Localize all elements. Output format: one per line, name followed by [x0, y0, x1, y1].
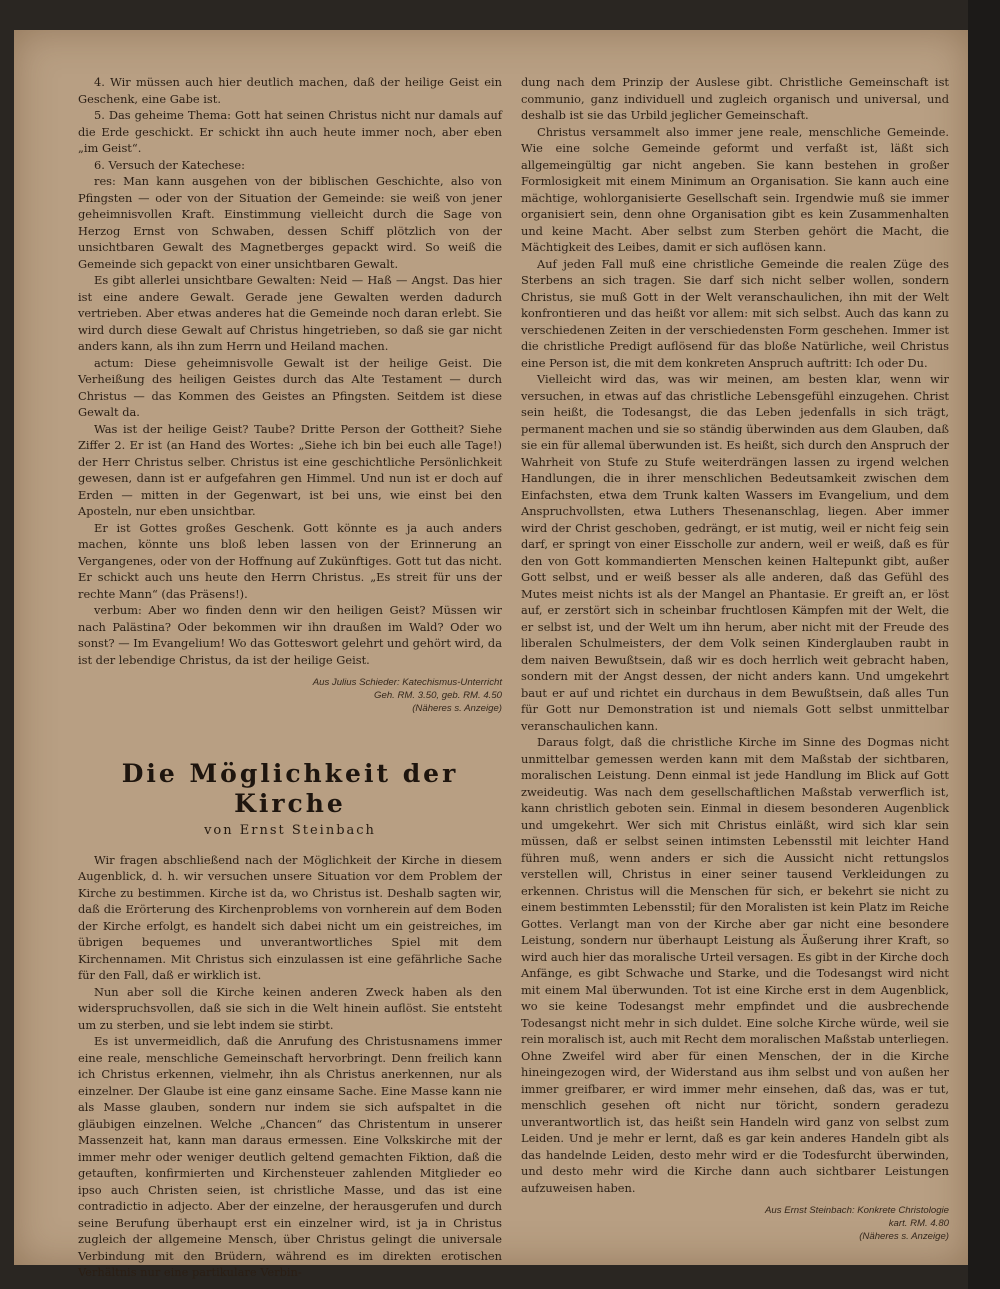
paragraph: Was ist der heilige Geist? Taube? Dritte Person der Gottheit? Siehe Ziffer 2. Er ist (an Hand des Wortes: „Siehe ich bin bei euch alle Tage!) der Herr Christus selber. Christus ist eine geschichtliche Persönlichkeit gewesen, dann ist er aufgefahren gen Himmel. Und nun ist er doch auf Erden — mitten in der Gegenwart, ist bei uns, wie einst bei den Aposteln, nur eben unsichtbar.: [78, 421, 502, 518]
paragraph: Vielleicht wird das, was wir meinen, am besten klar, wenn wir versuchen, in etwas auf das christliche Lebensgefühl einzugehen. Christ sein heißt, die Todesangst, die das Leben jedenfalls in sich trägt, permanent machen und sie so ständig überwinden aus dem Glauben, daß sie ein für allemal überwunden ist. Es heißt, sich durch den Anspruch der Wahrheit von Stufe zu Stufe weiterdrängen lassen zu irgend welchen Handlungen, die in ihrer menschlichen Bedeutsamkeit zwischen dem Einfachsten, etwa dem Trunk kalten Wassers im Evangelium, und dem Anspruchvollsten, etwa Luthers Thesenanschlag, liegen. Aber immer wird der Christ geschoben, gedrängt, er ist mutig, weil er nicht feig sein darf, er springt von einer Eisscholle zur andern, weil er weiß, daß es für den von Gott kommandierten Menschen keinen Haltepunkt gibt, außer Gott selbst, und er weiß besser als alle anderen, daß das Gefühl des Mutes meist nichts ist als der Mangel an Phantasie. Er greift an, er löst auf, er zerstört sich in scheinbar fruchtlosen Kämpfen mit der Welt, die er selbst ist, und der Welt um ihn herum, aber nicht mit der Freude des liberalen Schulmeisters, der dem Volk seinen Kinderglauben raubt in dem naiven Bewußtsein, daß wir es doch herrlich weit gebracht haben, sondern mit der Angst dessen, der nicht anders kann. Und umgekehrt baut er auf und richtet ein durchaus in dem Bewußtsein, daß alles Tun für Gott nur Demonstration ist und niemals Gott selbst unmittelbar veranschaulichen kann.: [521, 372, 949, 733]
source-citation: [78, 676, 502, 715]
paragraph: Nun aber soll die Kirche keinen anderen Zweck haben als den widerspruchsvollen, daß sie sich in die Welt hinein auflöst. Sie entsteht um zu sterben, und sie lebt indem sie stirbt.: [78, 984, 502, 1032]
paragraph: Auf jeden Fall muß eine christliche Gemeinde die realen Züge des Sterbens an sich tragen. Sie darf sich nicht selber wollen, sondern Christus, sie muß Gott in der Welt veranschaulichen, ihn mit der Welt konfrontieren und das heißt vor allem: mit sich selbst. Auch das kann zu verschiedenen Zeiten in der verschiedensten Form geschehen. Immer ist die christliche Predigt auflösend für das bloße Natürliche, weil Christus eine Person ist, die mit dem konkreten Anspruch auftritt: Ich oder Du.: [521, 256, 949, 370]
paragraph: Christus versammelt also immer jene reale, menschliche Gemeinde. Wie eine solche Gemeinde geformt und verfaßt ist, läßt sich allgemeingültig gar nicht angeben. Sie kann bestehen in großer Formlosigkeit mit einem Minimum an Organisation. Sie kann auch eine mächtige, wohlorganisierte Gesellschaft sein. Irgendwie muß sie immer organisiert sein, denn ohne Organisation gibt es kein Zusammenhalten und keine Macht. Aber selbst zum Sterben gehört die Macht, die Mächtigkeit des Leibes, damit er sich auflösen kann.: [521, 124, 949, 254]
article-title: Die Möglichkeit der Kirche: [121, 759, 459, 818]
paragraph: 5. Das geheime Thema: Gott hat seinen Christus nicht nur damals auf die Erde geschickt. Er schickt ihn auch heute immer noch, aber eben „im Geist“.: [78, 108, 502, 155]
page-edge-shadow: [968, 0, 1000, 1289]
source-line: kart. RM. 4.80: [888, 1218, 949, 1229]
left-column: [78, 74, 502, 1281]
paragraph: res: Man kann ausgehen von der biblischen Geschichte, also von Pfingsten — oder von der Situation der Gemeinde: sie weiß von jener geheimnisvollen Kraft. Einstimmung vielleicht durch die Sage von Herzog Ernst von Schwaben, dessen Schiff plötzlich von der unsichtbaren Gewalt des Magnetberges gepackt wird. So weiß die Gemeinde sich gepackt von einer unsichtbaren Gewalt.: [78, 174, 502, 271]
paragraph: dung nach dem Prinzip der Auslese gibt. Christliche Gemeinschaft ist communio, ganz individuell und zugleich organisch und universal, und deshalb ist sie das Urbild jeglicher Gemeinschaft.: [521, 75, 949, 122]
paragraph: Er ist Gottes großes Geschenk. Gott könnte es ja auch anders machen, könnte uns bloß leben lassen von der Erinnerung an Vergangenes, oder von der Hoffnung auf Zukünftiges. Gott tut das nicht. Er schickt auch uns heute den Herrn Christus. „Es streit für uns der rechte Mann“ (das Präsens!).: [78, 520, 502, 601]
source-line: (Näheres s. Anzeige): [859, 1231, 949, 1242]
source-line: (Näheres s. Anzeige): [412, 703, 502, 714]
source-line: Aus Julius Schieder: Katechismus-Unterricht: [312, 677, 502, 688]
paragraph: 6. Versuch der Katechese:: [94, 157, 245, 172]
right-column: [521, 74, 949, 1243]
paragraph: Daraus folgt, daß die christliche Kirche im Sinne des Dogmas nicht unmittelbar gemessen werden kann mit dem Maßstab der sichtbaren, moralischen Leistung. Denn einmal ist jede Handlung im Blick auf Gott zweideutig. Was nach dem gesellschaftlichen Maßstab verwerflich ist, kann christlich geboten sein. Einmal in diesem besonderen Augenblick und umgekehrt. Wer sich mit Christus einläßt, wird sich klar sein müssen, daß er selbst seinen intimsten Lebensstil mit leichter Hand führen muß, wenn anders er sich die Aussicht nicht rettungslos verstellen will, Christus in einer seiner tausend Verkleidungen zu erkennen. Christus will die Menschen für sich, er bekehrt sie nicht zu einem bestimmten Lebensstil; für den Moralisten ist kein Platz im Reiche Gottes. Verlangt man von der Kirche aber gar nicht eine besondere Leistung, sondern nur überhaupt Leistung als Äußerung ihrer Kraft, so wird auch hier das moralische Urteil versagen. Es gibt in der Kirche doch Anfänge, es gibt Schwache und Starke, und die Todesangst wird nicht mit einem Mal überwunden. Tot ist eine Kirche erst in dem Augenblick, wo sie keine Todesangst mehr empfindet und die ausbrechende Todesangst nicht mehr in sich duldet. Eine solche Kirche würde, weil sie rein moralisch ist, auch mit Recht dem moralischen Maßstab unterliegen. Ohne Zweifel wird aber für einen Menschen, der in die Kirche hineingezogen wird, der Widerstand aus ihm selbst und von außen her immer greifbarer, er wird immer mehr einsehen, daß das, was er tut, menschlich gesehen oft nicht nur töricht, sondern geradezu unverantwortlich ist, das heißt sein Handeln wird ganz von selbst zum Leiden. Und je mehr er lernt, daß es gar kein anderes Handeln gibt als das handelnde Leiden, desto mehr wird er die Todesfurcht überwinden, und desto mehr wird die Kirche dann auch sichtbarer Leistungen aufzuweisen haben.: [521, 735, 949, 1195]
paragraph: Wir fragen abschließend nach der Möglichkeit der Kirche in diesem Augenblick, d. h. wir versuchen unsere Situation vor dem Problem der Kirche zu bestimmen. Kirche ist da, wo Christus ist. Deshalb sagten wir, daß die Erörterung des Kirchenproblems von vornherein auf dem Boden der Kirche erfolgt, es handelt sich dabei nicht um ein geistreiches, im übrigen bequemes und unverantwortliches Spiel mit dem Kirchennamen. Mit Christus sich einzulassen ist eine gefährliche Sache für den Fall, daß er wirklich ist.: [78, 852, 502, 982]
article-byline: von Ernst Steinbach: [204, 823, 376, 838]
newspaper-page: [14, 30, 968, 1279]
source-line: Geh. RM. 3.50, geb. RM. 4.50: [374, 690, 502, 701]
source-line: Aus Ernst Steinbach: Konkrete Christologie: [765, 1205, 949, 1216]
paragraph: Es ist unvermeidlich, daß die Anrufung des Christusnamens immer eine reale, menschliche Gemeinschaft hervorbringt. Denn freilich kann ich Christus erkennen, vielmehr, ihn als Christus anerkennen, nur als einzelner. Der Glaube ist eine ganz einsame Sache. Eine Masse kann nie als Masse glauben, sondern nur indem sie sich aufspaltet in die gläubigen einzelnen. Welche „Chancen“ das Christentum in unserer Massenzeit hat, kann man daraus ermessen. Eine Volkskirche mit der immer mehr oder weniger deutlich geltend gemachten Fiktion, daß die getauften, konfirmierten und Kirchensteuer zahlenden Mitglieder eo ipso auch Christen seien, ist christliche Masse, und das ist eine contradictio in adjecto. Aber der einzelne, der herausgerufen und durch seine Berufung überhaupt erst ein einzelner wird, ist ja in Christus zugleich der allgemeine Mensch, über Christus gelingt die universale Verbindung mit den Brüdern, während es im direkten erotischen Verhältnis nur eine partikulare Verbin-: [78, 1034, 502, 1279]
paragraph: verbum: Aber wo finden denn wir den heiligen Geist? Müssen wir nach Palästina? Oder bekommen wir ihn draußen im Wald? Oder wo sonst? — Im Evangelium! Wo das Gotteswort gelehrt und gehört wird, da ist der lebendige Christus, da ist der heilige Geist.: [78, 603, 502, 667]
paragraph: actum: Diese geheimnisvolle Gewalt ist der heilige Geist. Die Verheißung des heiligen Geistes durch das Alte Testament — durch Christus — das Kommen des Geistes an Pfingsten. Seitdem ist diese Gewalt da.: [78, 355, 502, 419]
paragraph: Es gibt allerlei unsichtbare Gewalten: Neid — Haß — Angst. Das hier ist eine andere Gewalt. Gerade jene Gewalten werden dadurch vertrieben. Aber etwas anderes hat die Gemeinde noch daran erlebt. Sie wird durch diese Gewalt auf Christus hingetrieben, so daß sie gar nicht anders kann, als ihn zum Herrn und Heiland machen.: [78, 273, 502, 353]
paragraph: 4. Wir müssen auch hier deutlich machen, daß der heilige Geist ein Geschenk, eine Gabe ist.: [78, 75, 502, 106]
source-citation: [521, 1204, 949, 1243]
